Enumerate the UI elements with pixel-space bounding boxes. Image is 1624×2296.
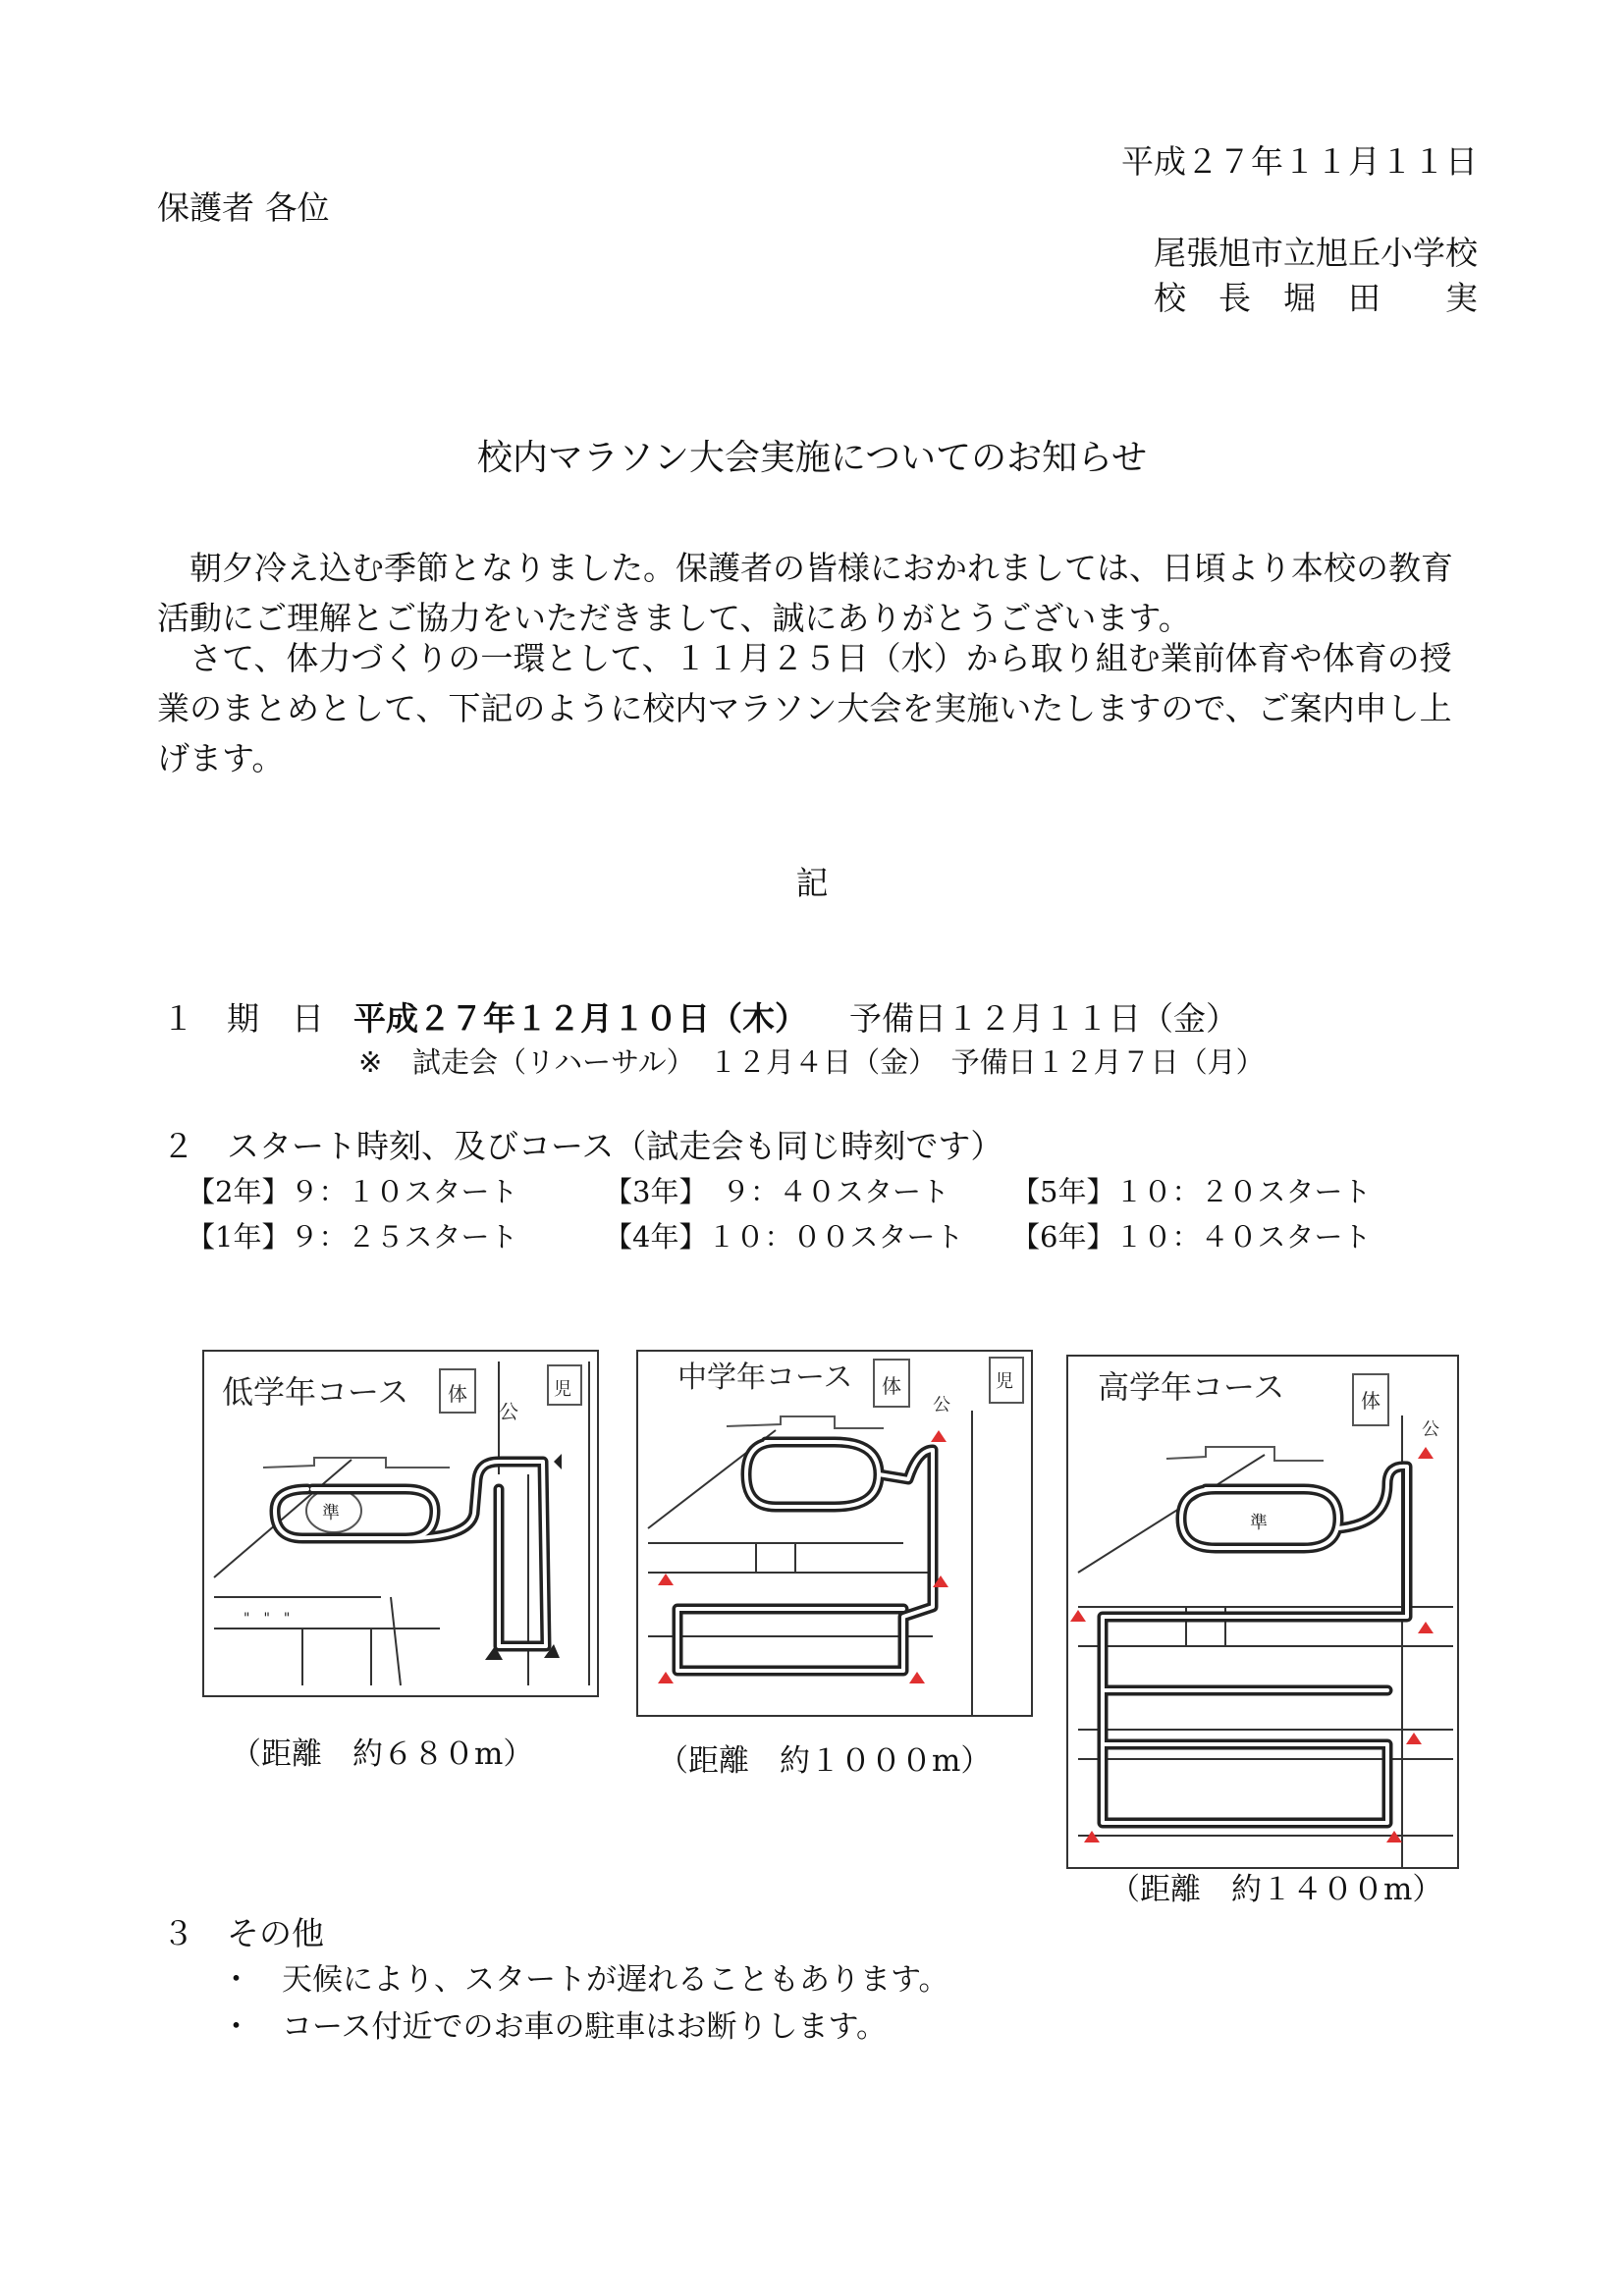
gym-label: 体	[1361, 1389, 1380, 1413]
jido-label: 児	[554, 1379, 571, 1400]
section1-label: １ 期 日	[162, 999, 324, 1038]
start-time-6th: 【6年】１０：４０スタート	[1011, 1220, 1372, 1254]
park-label: 公	[1422, 1419, 1439, 1440]
reserve-date: 予備日１２月１１日（金）	[849, 999, 1238, 1038]
trial-run-info: 試走会（リハーサル） １２月４日（金） 予備日１２月７日（月）	[412, 1045, 1265, 1079]
start-time-5th: 【5年】１０：２０スタート	[1011, 1175, 1372, 1208]
event-date: 平成２７年１２月１０日（木）	[353, 999, 807, 1038]
distance-middle: （距離 約１０００m）	[658, 1743, 992, 1779]
body-paragraph-2: さて、体力づくりの一環として、１１月２５日（水）から取り組む業前体育や体育の授業のまとめとして、下記のように校内マラソン大会を実施いたしますので、ご案内申し上げます。	[157, 639, 1452, 777]
svg-text:" " ": " " "	[244, 1611, 291, 1627]
start-time-1st: 【1年】９：２５スタート	[187, 1220, 518, 1254]
jido-label: 児	[996, 1371, 1013, 1392]
section2-heading: ２ スタート時刻、及びコース（試走会も同じ時刻です）	[162, 1127, 1003, 1165]
course-label: 高学年コース	[1098, 1368, 1285, 1406]
school-name: 尾張旭市立旭丘小学校	[1154, 234, 1478, 272]
course-label: 中学年コース	[677, 1361, 853, 1395]
start-time-2nd: 【2年】９：１０スタート	[187, 1175, 518, 1208]
document-date: 平成２７年１１月１１日	[1121, 142, 1478, 181]
principal-name: 校 長 堀 田 実	[1154, 279, 1478, 317]
course-map-upper-grades	[1066, 1355, 1459, 1869]
note-mark: ※	[358, 1045, 383, 1079]
addressee: 保護者 各位	[157, 188, 330, 227]
park-label: 公	[499, 1400, 518, 1423]
start-time-4th: 【4年】１０：００スタート	[604, 1220, 964, 1254]
track-label: 準	[322, 1503, 340, 1523]
track-label: 準	[1250, 1513, 1268, 1533]
gym-label: 体	[882, 1374, 901, 1398]
course-map-middle-grades	[636, 1350, 1033, 1717]
distance-upper: （距離 約１４００m）	[1110, 1872, 1443, 1907]
section3-heading: ３ その他	[162, 1914, 324, 1952]
note-item-parking: ・ コース付近でのお車の駐車はお断りします。	[221, 2009, 887, 2045]
course-map-lower-grades	[202, 1350, 599, 1697]
distance-lower: （距離 約６８０m）	[231, 1736, 534, 1772]
ki-mark: 記	[795, 864, 829, 902]
body-paragraph-1: 朝夕冷え込む季節となりました。保護者の皆様におかれましては、日頃より本校の教育活動にご理解とご協力をいただきまして、誠にありがとうございます。	[157, 549, 1453, 637]
gym-label: 体	[448, 1382, 467, 1406]
start-time-3rd: 【3年】 ９：４０スタート	[604, 1175, 949, 1208]
course-label: 低学年コース	[222, 1373, 409, 1411]
park-label: 公	[933, 1395, 950, 1415]
note-item-weather: ・ 天候により、スタートが遅れることもあります。	[221, 1962, 949, 1998]
page-title: 校内マラソン大会実施についてのお知らせ	[476, 438, 1148, 478]
